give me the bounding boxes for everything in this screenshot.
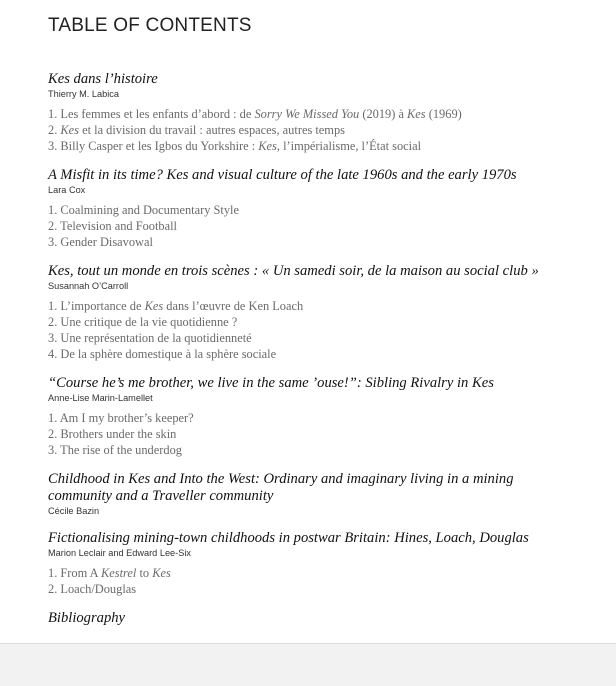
section-text: 1. Les femmes et les enfants d’abord : de xyxy=(48,107,255,121)
toc-section-link[interactable] xyxy=(48,298,578,314)
section-italic-text: Sorry We Missed You xyxy=(254,107,360,121)
toc-entry-title-link[interactable]: Childhood in Kes and Into the West: Ordinary and imaginary living in a mining community and a Traveller community xyxy=(48,471,514,504)
toc-section-link[interactable] xyxy=(48,581,578,597)
toc-section-link[interactable] xyxy=(48,106,578,122)
section-text: 1. From A xyxy=(48,566,102,580)
toc-entry xyxy=(48,530,578,597)
toc-entry xyxy=(48,263,578,362)
toc-section-link[interactable] xyxy=(48,330,578,346)
toc-section-list xyxy=(48,298,578,362)
section-text: 2. xyxy=(48,123,61,137)
section-text: 2. Brothers under the skin xyxy=(48,427,177,441)
toc-entry-title-link[interactable]: Kes, tout un monde en trois scènes : « Un samedi soir, de la maison au social club » xyxy=(48,263,539,279)
section-text: (1969) xyxy=(425,107,462,121)
section-italic-text: Kes xyxy=(152,566,171,580)
toc-entry-author: Susannah O’Carroll xyxy=(48,281,129,291)
toc-entry-author: Thierry M. Labica xyxy=(48,89,119,99)
toc-entry-author: Lara Cox xyxy=(48,185,86,195)
section-text: et la division du travail : autres espaces, autres temps xyxy=(78,123,345,137)
section-text: , l’impérialisme, l’État social xyxy=(276,139,422,153)
section-text: 2. Television and Football xyxy=(48,219,177,233)
toc-entry-author: Anne-Lise Marin-Lamellet xyxy=(48,393,153,403)
toc-entry xyxy=(48,71,578,154)
toc-section-list xyxy=(48,106,578,154)
section-text: dans l’œuvre de Ken Loach xyxy=(163,299,304,313)
section-text: 1. L’importance de xyxy=(48,299,145,313)
toc-section-link[interactable] xyxy=(48,565,578,581)
section-text: 3. Une représentation de la quotidienneté xyxy=(48,331,252,345)
toc-section-link[interactable] xyxy=(48,202,578,218)
toc-section-link[interactable] xyxy=(48,122,578,138)
section-text: (2019) à xyxy=(359,107,408,121)
toc-entry xyxy=(48,610,578,627)
toc-section-link[interactable] xyxy=(48,138,578,154)
viewer-footer-bar xyxy=(0,643,616,686)
toc-section-link[interactable] xyxy=(48,234,578,250)
toc-entry-title-link[interactable]: Kes dans l’histoire xyxy=(48,71,158,87)
section-italic-text: Kes xyxy=(144,299,164,313)
section-text: 3. Gender Disavowal xyxy=(48,235,153,249)
toc-entry-title-link[interactable]: “Course he’s me brother, we live in the same ’ouse!”: Sibling Rivalry in Kes xyxy=(48,375,494,391)
section-text: 3. Billy Casper et les Igbos du Yorkshire : xyxy=(48,139,259,153)
toc-entry-title-link[interactable]: A Misfit in its time? Kes and visual culture of the late 1960s and the early 1970s xyxy=(48,167,517,183)
section-italic-text: Kes xyxy=(407,107,426,121)
toc-entry xyxy=(48,471,578,517)
toc-entry-author: Cécile Bazin xyxy=(48,506,100,516)
section-italic-text: Kestrel xyxy=(101,566,137,580)
toc-entry-title-link[interactable]: Bibliography xyxy=(48,610,126,626)
toc-section-link[interactable] xyxy=(48,314,578,330)
section-text: 2. Une critique de la vie quotidienne ? xyxy=(48,315,238,329)
toc-section-list xyxy=(48,410,578,458)
toc-section-link[interactable] xyxy=(48,346,578,362)
section-text: 4. De la sphère domestique à la sphère sociale xyxy=(48,347,277,361)
section-text: 1. Am I my brother’s keeper? xyxy=(48,411,194,425)
toc-section-link[interactable] xyxy=(48,410,578,426)
section-text: 3. The rise of the underdog xyxy=(48,443,182,457)
toc-section-list xyxy=(48,202,578,250)
section-italic-text: Kes xyxy=(60,123,79,137)
toc-section-link[interactable] xyxy=(48,442,578,458)
toc-entry-author: Marion Leclair and Edward Lee-Six xyxy=(48,548,191,558)
toc-section-link[interactable] xyxy=(48,218,578,234)
toc-section-link[interactable] xyxy=(48,426,578,442)
toc-heading: TABLE OF CONTENTS xyxy=(48,15,252,36)
toc-entry-title-link[interactable]: Fictionalising mining-town childhoods in postwar Britain: Hines, Loach, Douglas xyxy=(48,530,529,546)
section-text: 2. Loach/Douglas xyxy=(48,582,137,596)
section-text: 1. Coalmining and Documentary Style xyxy=(48,203,239,217)
toc-entry xyxy=(48,167,578,250)
toc-list xyxy=(48,71,578,640)
toc-section-list xyxy=(48,565,578,597)
section-text: to xyxy=(136,566,153,580)
section-italic-text: Kes xyxy=(258,139,277,153)
toc-entry xyxy=(48,375,578,458)
